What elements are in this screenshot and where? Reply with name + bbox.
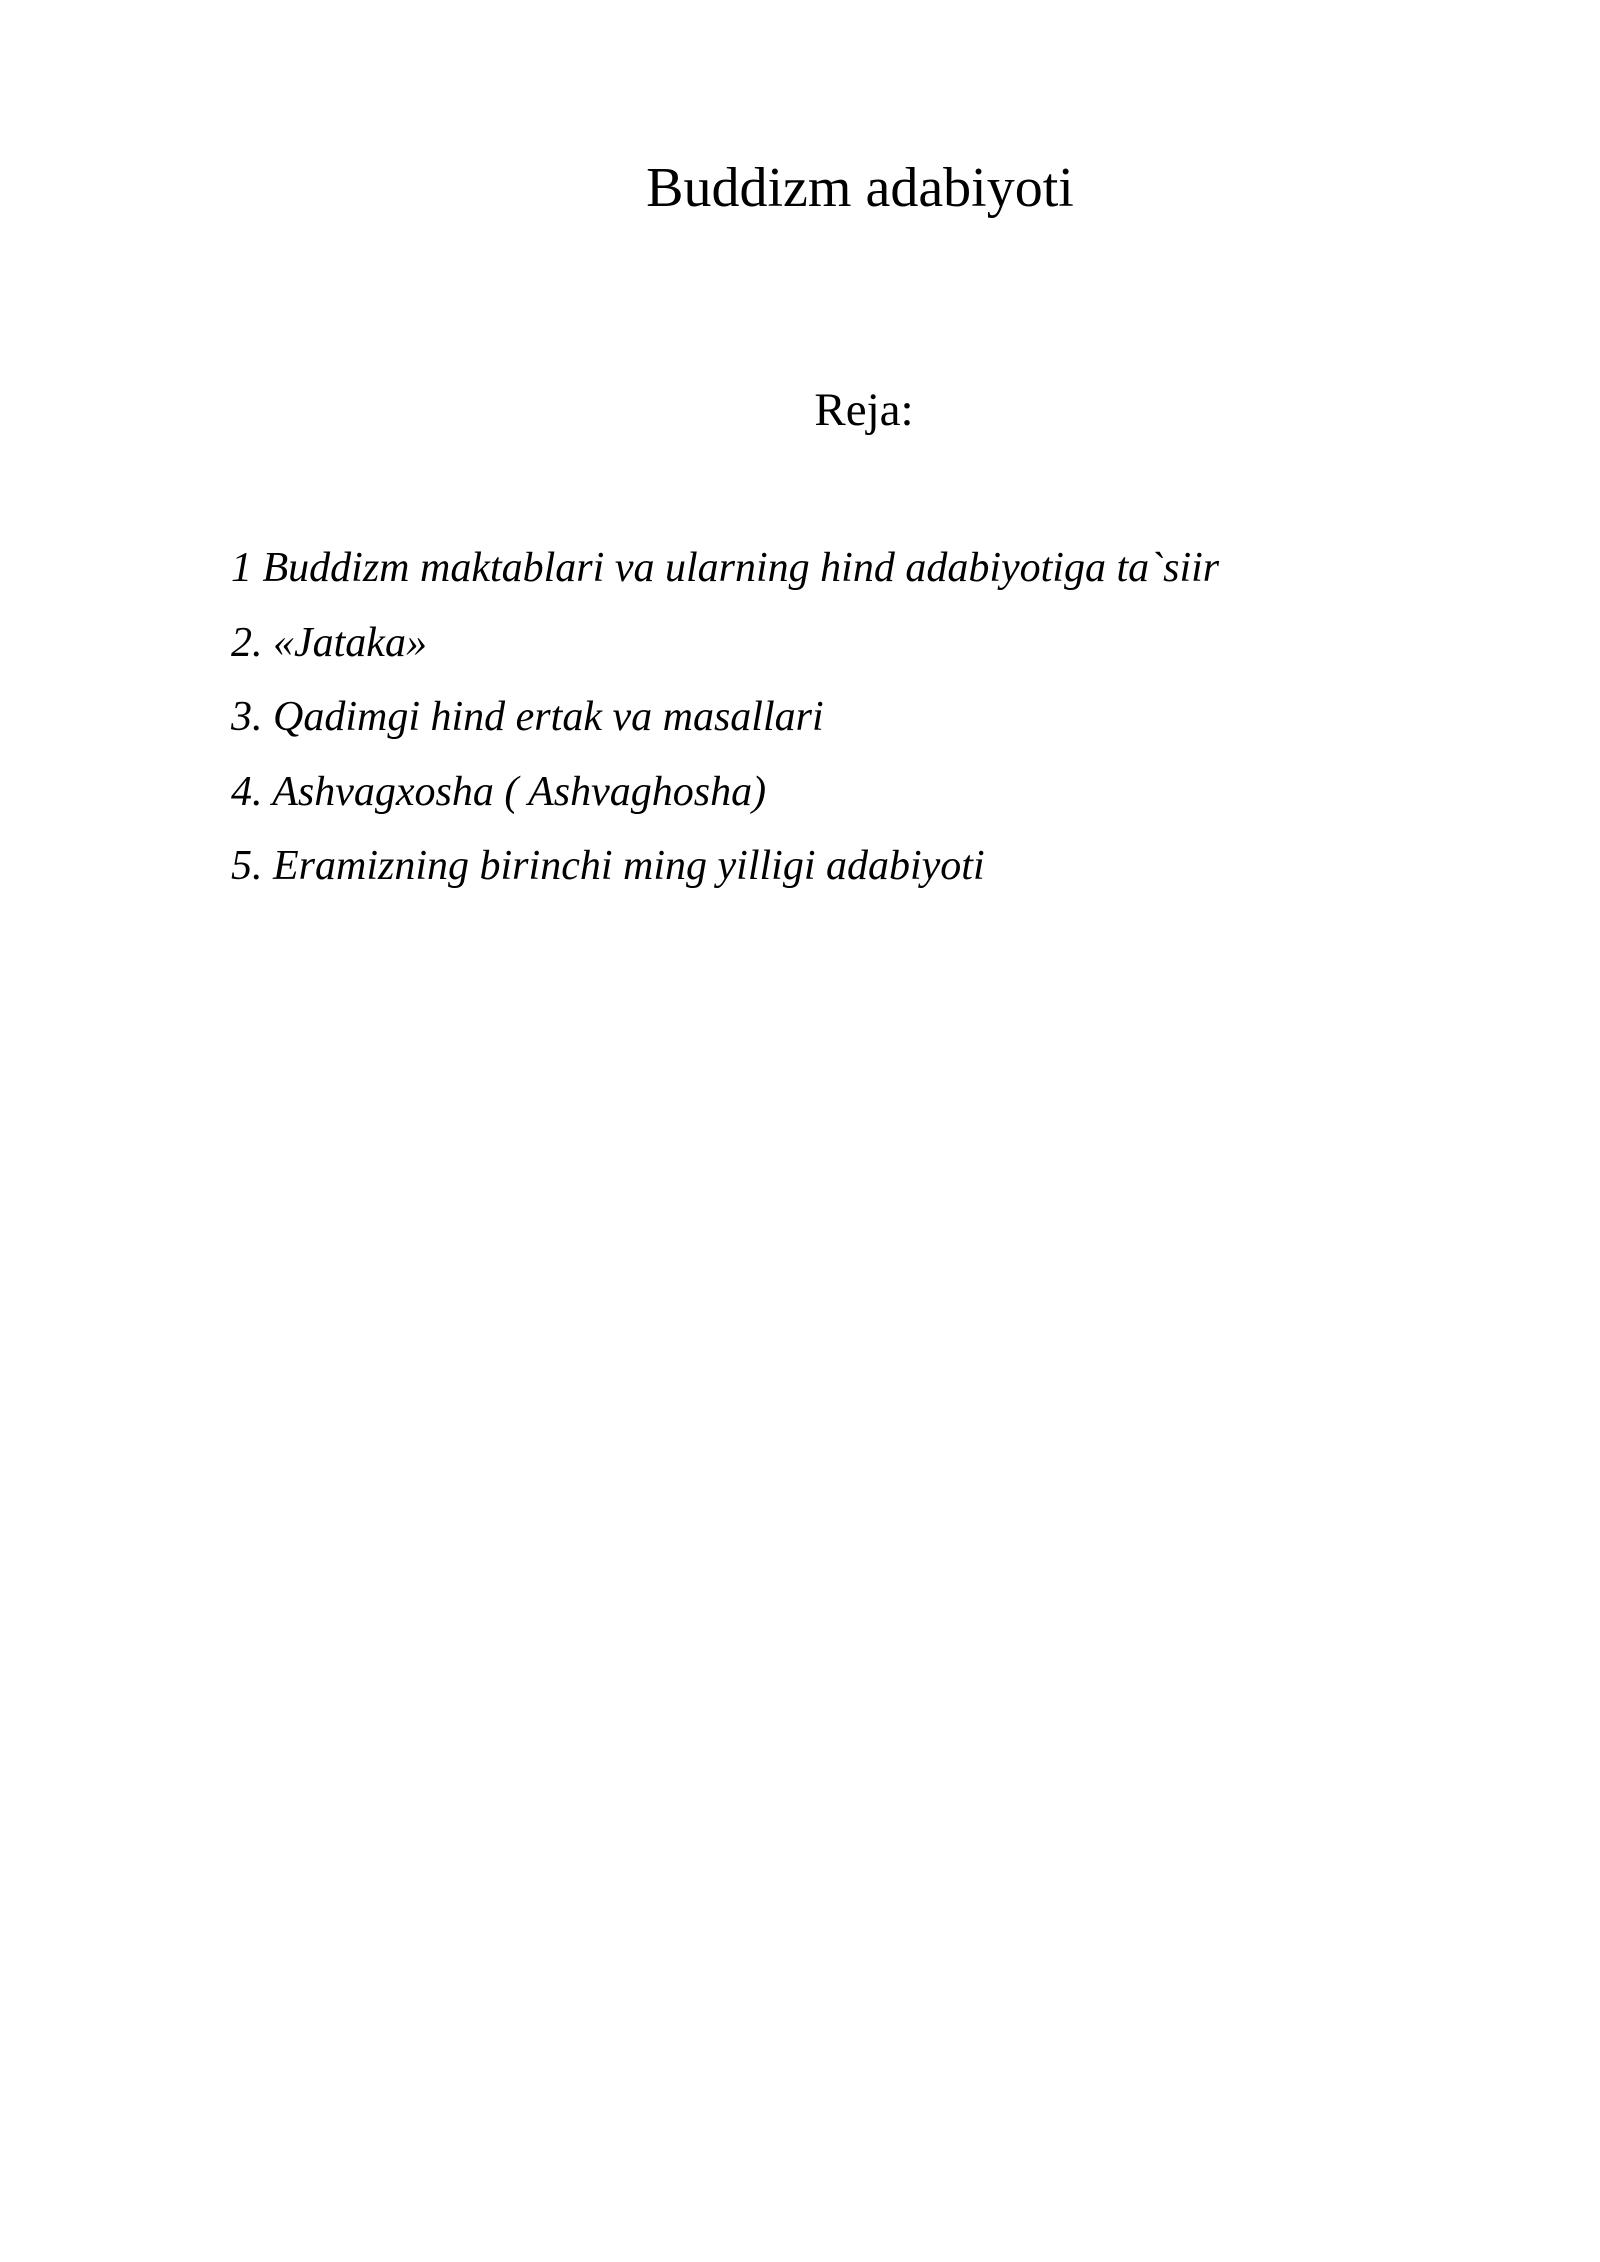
plan-list: [231, 531, 1219, 904]
plan-item-4: 4. Ashvagxosha ( Ashvaghosha): [231, 768, 767, 815]
plan-item-2: 2. «Jataka»: [231, 619, 427, 666]
document-title: Buddizm adabiyoti: [646, 157, 1074, 219]
plan-item-1: 1 Buddizm maktablari va ularning hind adabiyotiga ta`siir: [231, 545, 1220, 591]
plan-item-3: 3. Qadimgi hind ertak va masallari: [231, 694, 824, 740]
plan-item-5: 5. Eramizning birinchi ming yilligi adabiyoti: [231, 843, 985, 889]
plan-heading: Reja:: [814, 384, 914, 436]
